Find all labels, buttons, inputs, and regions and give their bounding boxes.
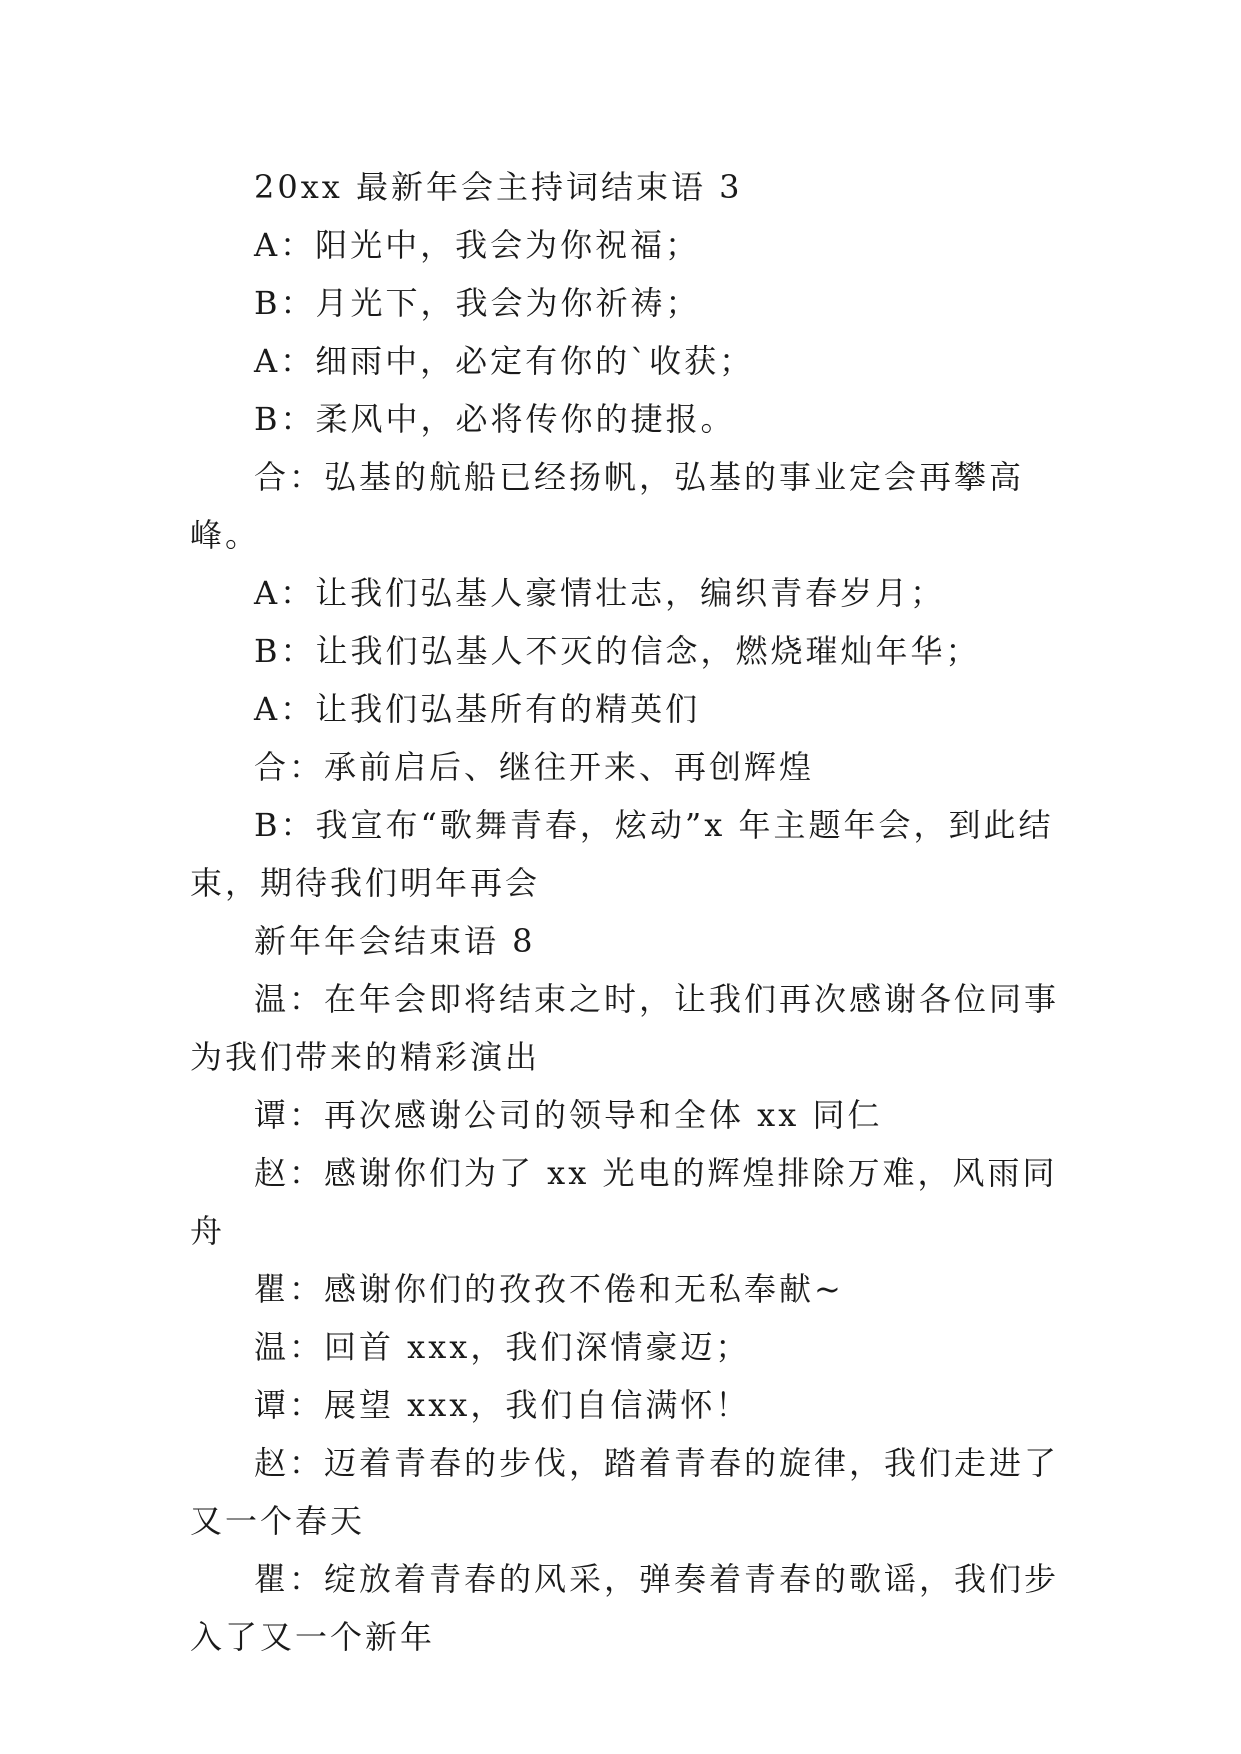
section-title-2: 新年年会结束语 8 <box>254 922 536 960</box>
dialogue-line: B：月光下，我会为你祈祷； <box>254 284 701 322</box>
dialogue-line: 赵：感谢你们为了 xx 光电的辉煌排除万难，风雨同舟 <box>190 1154 1058 1250</box>
dialogue-line: 温：回首 xxx，我们深情豪迈； <box>254 1328 751 1366</box>
section-title-1: 20xx 最新年会主持词结束语 3 <box>254 168 743 206</box>
dialogue-line: 合：弘基的航船已经扬帆，弘基的事业定会再攀高峰。 <box>190 458 1025 554</box>
dialogue-line: 温：在年会即将结束之时，让我们再次感谢各位同事为我们带来的精彩演出 <box>190 980 1060 1076</box>
dialogue-line: 瞿：绽放着青春的风采，弹奏着青春的歌谣，我们步入了又一个新年 <box>190 1560 1060 1656</box>
dialogue-line: 合：承前启后、继往开来、再创辉煌 <box>254 748 815 786</box>
dialogue-line: 谭：展望 xxx，我们自信满怀！ <box>254 1386 751 1424</box>
dialogue-line: 谭：再次感谢公司的领导和全体 xx 同仁 <box>254 1096 883 1134</box>
dialogue-line: A：让我们弘基人豪情壮志，编织青春岁月； <box>254 574 946 612</box>
dialogue-line: A：细雨中，必定有你的`收获； <box>254 342 755 380</box>
dialogue-line: A：阳光中，我会为你祝福； <box>254 226 701 264</box>
dialogue-line: B：我宣布“歌舞青春，炫动”x 年主题年会，到此结束，期待我们明年再会 <box>190 806 1054 902</box>
dialogue-line: A：让我们弘基所有的精英们 <box>254 690 701 728</box>
dialogue-line: 赵：迈着青春的步伐，踏着青春的旋律，我们走进了又一个春天 <box>190 1444 1060 1540</box>
dialogue-line: 瞿：感谢你们的孜孜不倦和无私奉献~ <box>254 1270 844 1308</box>
document-body <box>190 158 1080 1666</box>
dialogue-line: B：让我们弘基人不灭的信念，燃烧璀灿年华； <box>254 632 981 670</box>
dialogue-line: B：柔风中，必将传你的捷报。 <box>254 400 736 438</box>
